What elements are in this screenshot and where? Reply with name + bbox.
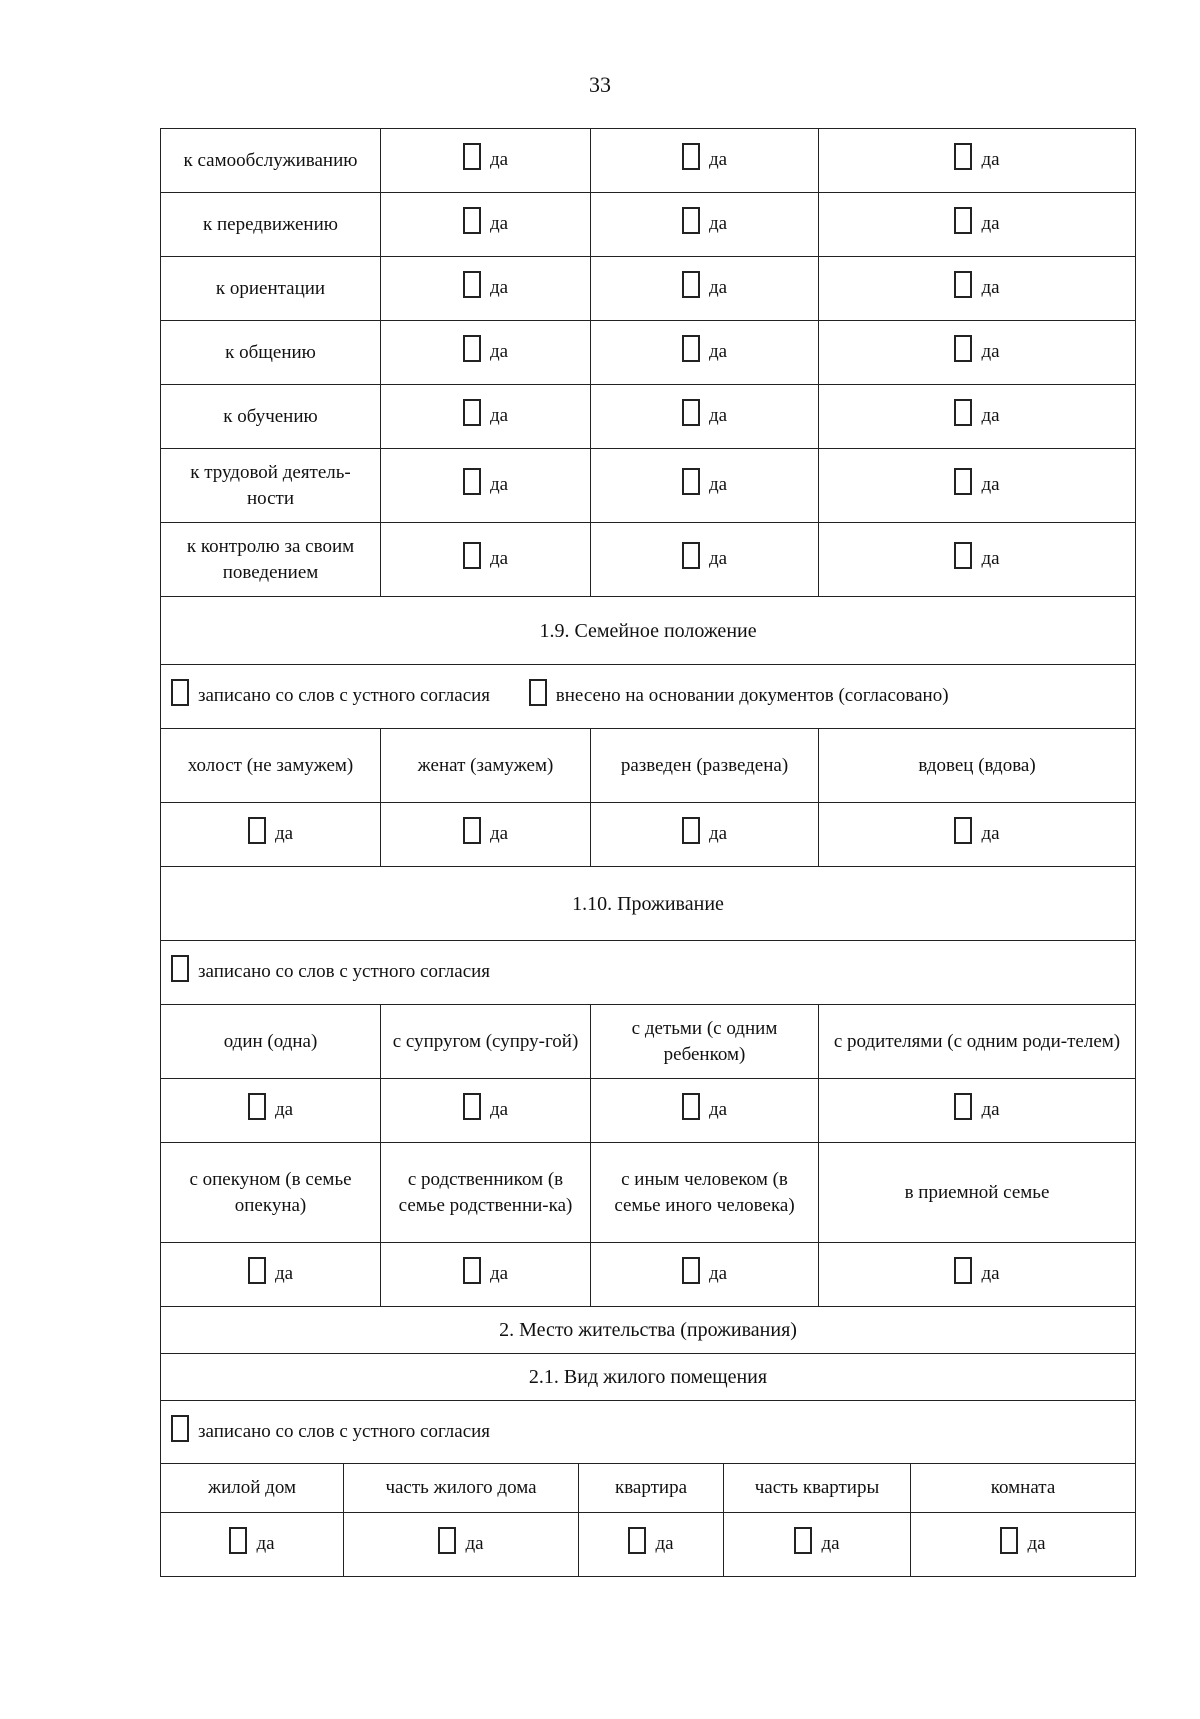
checkbox[interactable]: да xyxy=(954,271,999,298)
checkbox-box xyxy=(954,335,972,362)
checkbox[interactable]: да xyxy=(682,468,727,495)
checkbox-box xyxy=(463,817,481,844)
checkbox[interactable]: да xyxy=(682,542,727,569)
checkbox-box xyxy=(682,468,700,495)
consent-oral-checkbox[interactable]: записано со слов с устного согласия xyxy=(171,1415,490,1442)
checkbox[interactable]: да xyxy=(954,207,999,234)
checkbox[interactable]: да xyxy=(463,468,508,495)
checkbox-box xyxy=(463,542,481,569)
housing-option-label: квартира xyxy=(579,1464,724,1513)
checkbox-box xyxy=(954,1257,972,1284)
checkbox-box xyxy=(954,542,972,569)
checkbox-box xyxy=(954,1093,972,1120)
checkbox-box xyxy=(438,1527,456,1554)
abilities-table xyxy=(160,128,1136,597)
checkbox[interactable]: да xyxy=(954,335,999,362)
ability-label: к трудовой деятель-ности xyxy=(161,449,381,523)
checkbox[interactable]: да xyxy=(682,817,727,844)
housing-option-label: жилой дом xyxy=(161,1464,344,1513)
checkbox-box xyxy=(682,817,700,844)
checkbox[interactable]: да xyxy=(463,271,508,298)
marital-option-label: вдовец (вдова) xyxy=(819,729,1136,803)
checkbox[interactable]: да xyxy=(463,1093,508,1120)
ability-label: к контролю за своим поведением xyxy=(161,523,381,597)
checkbox[interactable]: да xyxy=(954,143,999,170)
checkbox-box xyxy=(682,1257,700,1284)
checkbox[interactable]: да xyxy=(954,399,999,426)
ability-label: к общению xyxy=(161,321,381,385)
consent-oral-checkbox[interactable]: записано со слов с устного согласия xyxy=(171,955,490,982)
living-option-label: с иным человеком (в семье иного человека) xyxy=(591,1143,819,1243)
checkbox-box xyxy=(954,143,972,170)
checkbox[interactable]: да xyxy=(954,468,999,495)
checkbox-box xyxy=(1000,1527,1018,1554)
checkbox[interactable]: да xyxy=(682,207,727,234)
residence-subsection-title: 2.1. Вид жилого помещения xyxy=(161,1354,1136,1401)
checkbox[interactable]: да xyxy=(463,207,508,234)
checkbox-box xyxy=(628,1527,646,1554)
marital-section-title: 1.9. Семейное положение xyxy=(161,597,1136,665)
checkbox-box xyxy=(463,271,481,298)
living-option-label: с родственником (в семье родственни-ка) xyxy=(381,1143,591,1243)
living-table xyxy=(160,866,1136,1307)
checkbox-box xyxy=(954,399,972,426)
checkbox[interactable]: да xyxy=(463,399,508,426)
checkbox[interactable]: да xyxy=(794,1527,839,1554)
checkbox-box xyxy=(682,542,700,569)
checkbox[interactable]: да xyxy=(682,335,727,362)
checkbox[interactable]: да xyxy=(248,817,293,844)
checkbox[interactable]: да xyxy=(463,143,508,170)
checkbox[interactable]: да xyxy=(954,817,999,844)
living-option-label: один (одна) xyxy=(161,1005,381,1079)
checkbox-box xyxy=(682,207,700,234)
checkbox-box xyxy=(954,207,972,234)
checkbox[interactable]: да xyxy=(248,1257,293,1284)
page-number: 33 xyxy=(589,72,611,97)
checkbox[interactable]: да xyxy=(463,817,508,844)
consent-documents-checkbox[interactable]: внесено на основании документов (согласовано) xyxy=(529,679,949,706)
marital-option-label: холост (не замужем) xyxy=(161,729,381,803)
checkbox[interactable]: да xyxy=(682,399,727,426)
checkbox-box xyxy=(171,955,189,982)
checkbox-box xyxy=(463,335,481,362)
ability-row xyxy=(161,321,1136,385)
residence-section-title: 2. Место жительства (проживания) xyxy=(161,1307,1136,1354)
living-option-label: с супругом (супру-гой) xyxy=(381,1005,591,1079)
living-option-label: с детьми (с одним ребенком) xyxy=(591,1005,819,1079)
living-option-label: с опекуном (в семье опекуна) xyxy=(161,1143,381,1243)
checkbox[interactable]: да xyxy=(1000,1527,1045,1554)
ability-label: к обучению xyxy=(161,385,381,449)
checkbox[interactable]: да xyxy=(954,1257,999,1284)
checkbox[interactable]: да xyxy=(229,1527,274,1554)
marital-table xyxy=(160,596,1136,867)
checkbox-box xyxy=(248,1093,266,1120)
ability-row xyxy=(161,523,1136,597)
ability-label: к самообслуживанию xyxy=(161,129,381,193)
checkbox[interactable]: да xyxy=(463,1257,508,1284)
ability-row xyxy=(161,193,1136,257)
checkbox[interactable]: да xyxy=(682,143,727,170)
ability-row xyxy=(161,129,1136,193)
checkbox[interactable]: да xyxy=(463,542,508,569)
checkbox[interactable]: да xyxy=(954,1093,999,1120)
housing-option-label: часть жилого дома xyxy=(344,1464,579,1513)
ability-label: к ориентации xyxy=(161,257,381,321)
checkbox-box xyxy=(682,271,700,298)
checkbox[interactable]: да xyxy=(628,1527,673,1554)
checkbox[interactable]: да xyxy=(463,335,508,362)
housing-option-label: комната xyxy=(911,1464,1136,1513)
checkbox-box xyxy=(954,817,972,844)
marital-option-label: разведен (разведена) xyxy=(591,729,819,803)
checkbox-box xyxy=(171,679,189,706)
checkbox[interactable]: да xyxy=(682,271,727,298)
checkbox-box xyxy=(463,207,481,234)
checkbox[interactable]: да xyxy=(954,542,999,569)
checkbox-box xyxy=(463,143,481,170)
checkbox-box xyxy=(463,1093,481,1120)
ability-label: к передвижению xyxy=(161,193,381,257)
checkbox-box xyxy=(529,679,547,706)
checkbox-box xyxy=(682,143,700,170)
checkbox-box xyxy=(248,1257,266,1284)
ability-row xyxy=(161,449,1136,523)
checkbox-box xyxy=(463,399,481,426)
checkbox-box xyxy=(682,1093,700,1120)
living-option-label: с родителями (с одним роди-телем) xyxy=(819,1005,1136,1079)
living-option-label: в приемной семье xyxy=(819,1143,1136,1243)
checkbox-box xyxy=(954,468,972,495)
checkbox-box xyxy=(682,335,700,362)
checkbox-box xyxy=(248,817,266,844)
residence-table xyxy=(160,1306,1136,1577)
checkbox[interactable]: да xyxy=(248,1093,293,1120)
housing-option-label: часть квартиры xyxy=(724,1464,911,1513)
living-section-title: 1.10. Проживание xyxy=(161,867,1136,941)
checkbox-box xyxy=(171,1415,189,1442)
checkbox[interactable]: да xyxy=(438,1527,483,1554)
checkbox-box xyxy=(229,1527,247,1554)
marital-option-label: женат (замужем) xyxy=(381,729,591,803)
checkbox-box xyxy=(794,1527,812,1554)
checkbox[interactable]: да xyxy=(682,1257,727,1284)
checkbox-box xyxy=(463,468,481,495)
ability-row xyxy=(161,385,1136,449)
consent-oral-checkbox[interactable]: записано со слов с устного согласия xyxy=(171,679,490,706)
form xyxy=(160,128,1135,1577)
checkbox-box xyxy=(954,271,972,298)
checkbox[interactable]: да xyxy=(682,1093,727,1120)
checkbox-box xyxy=(463,1257,481,1284)
ability-row xyxy=(161,257,1136,321)
checkbox-box xyxy=(682,399,700,426)
